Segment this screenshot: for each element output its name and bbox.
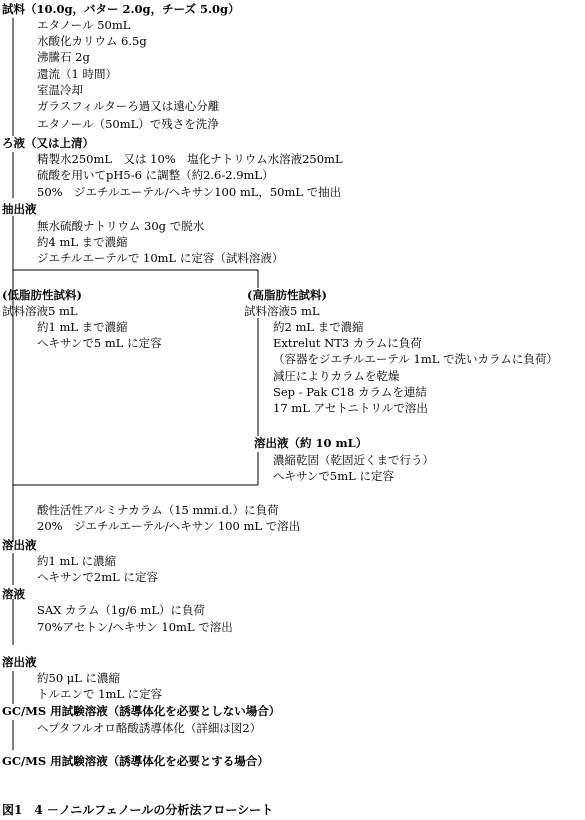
el1-step-2: ヘキサンで5mL に定容 [273, 469, 394, 483]
s3-step-1: 無水硫酸ナトリウム 30g で脱水 [37, 219, 205, 233]
sol-step-1: SAX カラム（1g/6 mL）に負荷 [37, 603, 205, 617]
figure-caption: 図1 4 －ノニルフェノールの分析法フローシート [2, 803, 274, 817]
high-fat-sample: 試料溶液5 mL [244, 304, 320, 318]
el1-step-1: 濃縮乾固（乾固近くまで行う） [273, 453, 434, 467]
s1-step-1: エタノール 50mL [37, 18, 131, 32]
s2-step-1: 精製水250mL 又は 10% 塩化ナトリウム水溶液250mL [37, 152, 343, 166]
high-step-1: 約2 mL まで濃縮 [273, 320, 364, 334]
s1-step-4: 還流（1 時間） [37, 67, 117, 81]
s1-step-7: エタノール（50mL）で残さを洗浄 [37, 117, 219, 131]
eluate-1-heading: 溶出液（約 10 mL） [254, 436, 368, 450]
sample-heading: 試料（10.0g，バター 2.0g，チーズ 5.0g） [2, 2, 240, 16]
filtrate-heading: ろ液（又は上清） [2, 136, 94, 150]
el3-step-2: トルエンで 1mL に定容 [37, 687, 163, 701]
low-fat-heading: (低脂肪性試料) [2, 288, 82, 302]
el2-step-2: ヘキサンで2mL に定容 [37, 570, 158, 584]
el3-step-1: 約50 μL に濃縮 [37, 671, 121, 685]
high-fat-heading: (高脂肪性試料) [247, 288, 327, 302]
eluate-2-heading: 溶出液 [2, 538, 37, 552]
el2-step-1: 約1 mL に濃縮 [37, 554, 117, 568]
s2-step-3: 50% ジエチルエーテル/ヘキサン100 mL，50mL で抽出 [37, 185, 342, 199]
high-step-3: （容器をジエチルエーテル 1mL で洗いカラムに負荷） [273, 352, 558, 366]
s3-step-3: ジエチルエーテルで 10mL に定容（試料溶液） [37, 251, 284, 265]
high-step-5: Sep - Pak C18 カラムを連結 [273, 385, 427, 399]
extract-heading: 抽出液 [2, 202, 37, 216]
high-step-4: 減圧によりカラムを乾燥 [273, 369, 400, 383]
sol-step-2: 70%アセトン/ヘキサン 10mL で溶出 [37, 620, 233, 634]
eluate-3-heading: 溶出液 [2, 655, 37, 669]
s4-step-1: 酸性活性アルミナカラム（15 mmi.d.）に負荷 [37, 503, 279, 517]
s1-step-6: ガラスフィルターろ過又は遠心分離 [37, 99, 220, 113]
high-step-2: Extrelut NT3 カラムに負荷 [273, 336, 422, 350]
s3-step-2: 約4 mL まで濃縮 [37, 235, 128, 249]
high-step-6: 17 mL アセトニトリルで溶出 [273, 401, 428, 415]
s1-step-3: 沸騰石 2g [37, 50, 90, 64]
gcms-no-derivatization-heading: GC/MS 用試験溶液（誘導体化を必要としない場合） [2, 704, 281, 718]
low-step-1: 約1 mL まで濃縮 [37, 320, 128, 334]
solution-heading: 溶液 [2, 587, 25, 601]
s4-step-2: 20% ジエチルエーテル/ヘキサン 100 mL で溶出 [37, 519, 301, 533]
s2-step-2: 硫酸を用いてpH5-6 に調整（約2.6-2.9mL） [37, 168, 274, 182]
gc1-step-1: ヘプタフルオロ酪酸誘導体化（詳細は図2） [37, 721, 262, 735]
s1-step-2: 水酸化カリウム 6.5g [37, 34, 147, 48]
low-fat-sample: 試料溶液5 mL [2, 304, 78, 318]
s1-step-5: 室温冷却 [37, 83, 83, 97]
gcms-derivatization-heading: GC/MS 用試験溶液（誘導体化を必要とする場合） [2, 754, 269, 768]
low-step-2: ヘキサンで5 mL に定容 [37, 336, 162, 350]
